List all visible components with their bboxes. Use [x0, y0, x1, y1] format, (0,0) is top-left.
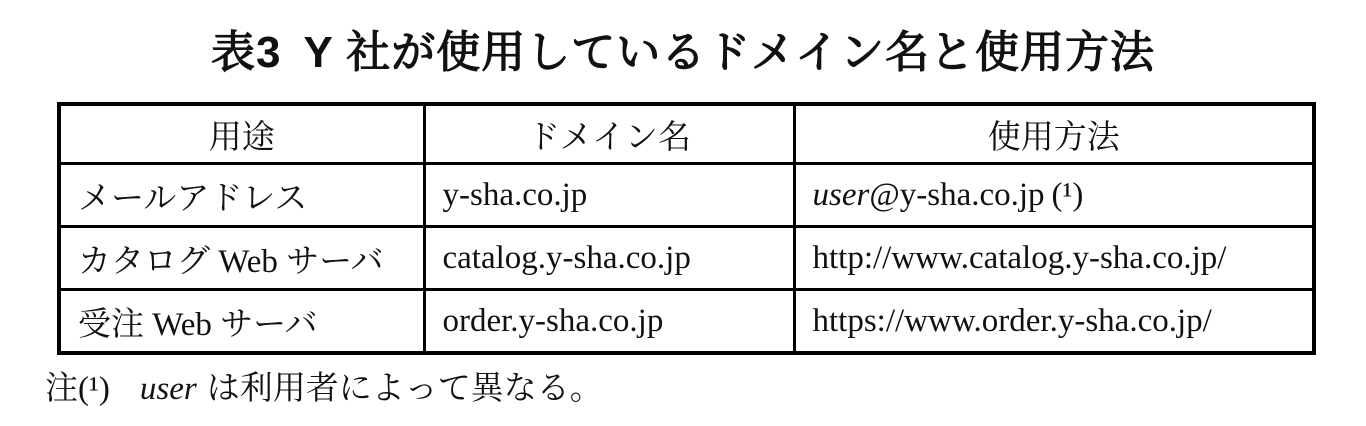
usage-user-variable: user [812, 176, 870, 213]
footnote-text: は利用者によって異なる。 [206, 371, 603, 407]
cell-usage: https://www.order.y-sha.co.jp/ [794, 290, 1314, 354]
cell-purpose: メールアドレス [59, 164, 424, 227]
header-domain-name: ドメイン名 [424, 104, 794, 164]
table-header-row [59, 104, 1314, 164]
header-usage-method: 使用方法 [794, 104, 1314, 164]
footnote [45, 362, 603, 409]
footnote-prefix: 注(¹) [45, 371, 110, 407]
cell-usage [794, 164, 1314, 227]
table-title [0, 16, 1366, 80]
table-row-catalog [59, 227, 1314, 290]
cell-domain: y-sha.co.jp [424, 164, 794, 227]
domain-usage-table [57, 102, 1316, 355]
usage-address: @y-sha.co.jp [869, 176, 1045, 213]
cell-domain: order.y-sha.co.jp [424, 290, 794, 354]
cell-domain: catalog.y-sha.co.jp [424, 227, 794, 290]
header-purpose: 用途 [59, 104, 424, 164]
table-row-mail [59, 164, 1314, 227]
table-number: 表3 [211, 28, 282, 77]
cell-purpose: 受注 Web サーバ [59, 290, 424, 354]
table-row-order [59, 290, 1314, 354]
cell-usage: http://www.catalog.y-sha.co.jp/ [794, 227, 1314, 290]
cell-purpose: カタログ Web サーバ [59, 227, 424, 290]
footnote-user-variable: user [139, 371, 197, 407]
footnote-reference: (¹) [1051, 176, 1084, 213]
table-title-text: Y 社が使用しているドメイン名と使用方法 [303, 28, 1155, 77]
